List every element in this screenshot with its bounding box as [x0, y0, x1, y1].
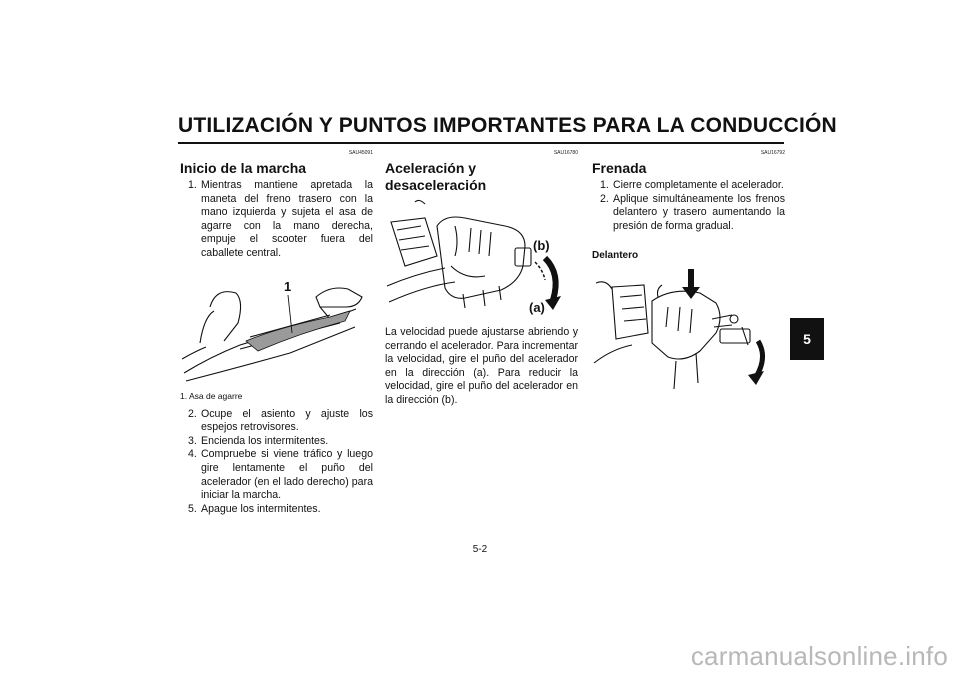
- step-number: 2.: [188, 407, 197, 420]
- step-number: 4.: [188, 448, 197, 461]
- title-rule: [178, 142, 784, 144]
- scooter-grab-bar-illustration: [180, 267, 373, 387]
- step-text: Compruebe si viene tráfico y luego gire lentamente el puño del acelerador (en el lado derecho) para iniciar la marcha.: [201, 448, 373, 502]
- list-item: [180, 408, 373, 435]
- list-item: [592, 193, 785, 234]
- section-heading-acceleration: Aceleración y desaceleración: [385, 160, 487, 193]
- chapter-tab: 5: [790, 318, 824, 360]
- step-text: Cierre completamente el acelerador.: [613, 179, 784, 191]
- page-title: UTILIZACIÓN Y PUNTOS IMPORTANTES PARA LA CONDUCCIÓN: [178, 114, 837, 137]
- step-number: 3.: [188, 434, 197, 447]
- figure-callout-a: (a): [529, 300, 545, 315]
- list-item: [180, 179, 373, 261]
- subheading-front: Delantero: [592, 250, 639, 262]
- section-heading-braking: Frenada: [592, 160, 647, 176]
- step-text: Encienda los intermitentes.: [201, 434, 329, 447]
- acceleration-paragraph: La velocidad puede ajustarse abriendo y cerrando el acelerador. Para incrementar la velocidad, gire el puño del acelerador en la dirección (a). Para reducir la velocidad, gire el puño del acelerador en la dirección (b).: [385, 326, 578, 406]
- steps-list-start-b: [180, 408, 373, 517]
- figure-caption: 1. Asa de agarre: [180, 390, 243, 401]
- page-number: 5-2: [472, 544, 488, 555]
- step-number: 1.: [600, 179, 609, 191]
- step-text: Aplique simultáneamente los frenos delantero y trasero aumentando la presión de forma gradual.: [613, 192, 785, 232]
- list-item: [180, 448, 373, 502]
- list-item: [592, 179, 785, 193]
- steps-list-start-a: [180, 179, 373, 261]
- column-acceleration: [385, 150, 578, 408]
- front-brake-lever-illustration: [592, 267, 785, 391]
- list-item: [180, 503, 373, 517]
- throttle-grip-illustration: [385, 196, 578, 320]
- watermark: carmanualsonline.info: [690, 641, 948, 671]
- step-text: Ocupe el asiento y ajuste los espejos retrovisores.: [201, 407, 373, 434]
- section-code: SAU16792: [760, 150, 785, 156]
- step-number: 1.: [188, 179, 197, 191]
- column-starting: [180, 150, 373, 516]
- step-number: 5.: [188, 502, 197, 515]
- section-code: SAU45091: [348, 150, 373, 156]
- figure-callout-b: (b): [533, 238, 550, 253]
- section-code: SAU16780: [553, 150, 578, 156]
- section-heading-starting: Inicio de la marcha: [180, 160, 307, 176]
- figure-callout-1: 1: [284, 278, 292, 294]
- column-braking: [592, 150, 785, 391]
- steps-list-braking: [592, 179, 785, 233]
- step-text: Apague los intermitentes.: [201, 502, 321, 515]
- step-number: 2.: [600, 192, 609, 205]
- step-text: Mientras mantiene apretada la maneta del freno trasero con la mano izquierda y sujeta el asa de agarre con la mano derecha, empuje el scooter fuera del caballete central.: [201, 179, 373, 259]
- list-item: [180, 435, 373, 449]
